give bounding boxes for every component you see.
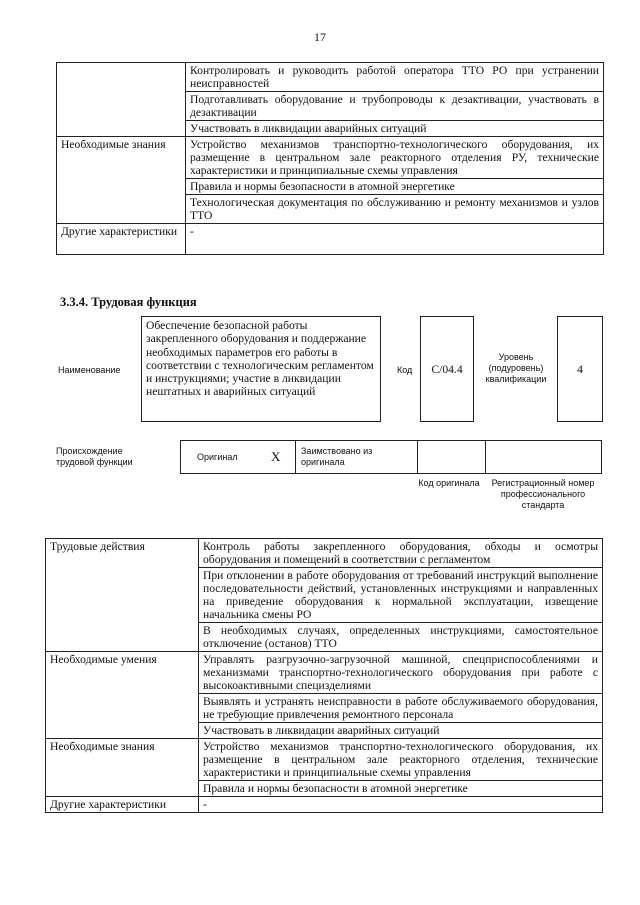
row-text: Контролировать и руководить работой оператора ТТО РО при устранении неисправностей [186,63,604,92]
row-label: Трудовые действия [46,539,199,652]
row-text: Участвовать в ликвидации аварийных ситуаций [186,121,604,137]
row-text: Правила и нормы безопасности в атомной энергетике [199,781,603,797]
origin-table [180,440,602,474]
row-label [57,63,186,137]
row-text: Управлять разгрузочно-загрузочной машиной, спецприспособлениями и механизмами транспортно-технологического оборудования при работе с высокоактивными специзделиями [199,652,603,694]
row-label: Необходимые знания [46,739,199,797]
borrowed-label: Заимствовано из оригинала [301,446,373,467]
row-text: Подготавливать оборудование и трубопроводы к дезактивации, участвовать в дезактивации [186,92,604,121]
characteristics-table-bottom [45,538,603,813]
row-text: Технологическая документация по обслуживанию и ремонту механизмов и узлов ТТО [186,195,604,224]
row-label: Другие характеристики [46,797,199,813]
row-text: При отклонении в работе оборудования от требований инструкций выполнение последовательности действий, установленных инструкциями и направленных на приведение оборудования к нормальной эксплуатации, извещение начальника смены РО [199,568,603,623]
row-text: В необходимых случаях, определенных инструкциями, самостоятельное отключение (останов) ТТО [199,623,603,652]
row-text: - [199,797,603,813]
qualification-level: 4 [557,316,603,422]
row-text: Устройство механизмов транспортно-технологического оборудования, их размещение в центральном зале реакторного отделения, технические характеристики и принципиальные схемы управления [199,739,603,781]
row-text: Выявлять и устранять неисправности в работе обслуживаемого оборудования, не требующие привлечения ремонтного персонала [199,694,603,723]
table-row [46,652,603,694]
row-text: - [186,224,604,255]
row-label: Необходимые знания [57,137,186,224]
page-number: 17 [314,30,326,44]
code-label: Код [397,365,413,375]
function-name: Обеспечение безопасной работы закрепленного оборудования и поддержание необходимых параметров его работы в соответствии с технологическим регламентом и инструкциями; участие в ликвидации нештатных и аварийных ситуаций [141,316,381,422]
characteristics-table-top [56,62,604,255]
table-row [57,137,604,179]
row-label: Необходимые умения [46,652,199,739]
row-text: Устройство механизмов транспортно-технологического оборудования, их размещение в центральном зале реакторного отделения РУ, технические характеристики и принципиальные схемы управления [186,137,604,179]
reg-caption: Регистрационный номер профессионального стандарта [491,478,595,510]
original-mark: X [271,449,281,464]
row-text: Контроль работы закрепленного оборудования, обходы и осмотры оборудования и помещений в соответствии с регламентом [199,539,603,568]
name-label: Наименование [58,365,121,375]
row-text: Участвовать в ликвидации аварийных ситуаций [199,723,603,739]
table-row [46,797,603,813]
code-caption: Код оригинала [418,478,480,488]
original-label: Оригинал [197,452,238,462]
section-heading: 3.3.4. Трудовая функция [60,295,197,309]
table-row [57,63,604,92]
row-text: Правила и нормы безопасности в атомной энергетике [186,179,604,195]
table-row [57,224,604,255]
function-code: С/04.4 [420,316,474,422]
row-label: Другие характеристики [57,224,186,255]
table-row [46,739,603,781]
level-label: Уровень (подуровень) квалификации [485,352,547,384]
table-row [46,539,603,568]
origin-label: Происхождение трудовой функции [56,446,133,467]
